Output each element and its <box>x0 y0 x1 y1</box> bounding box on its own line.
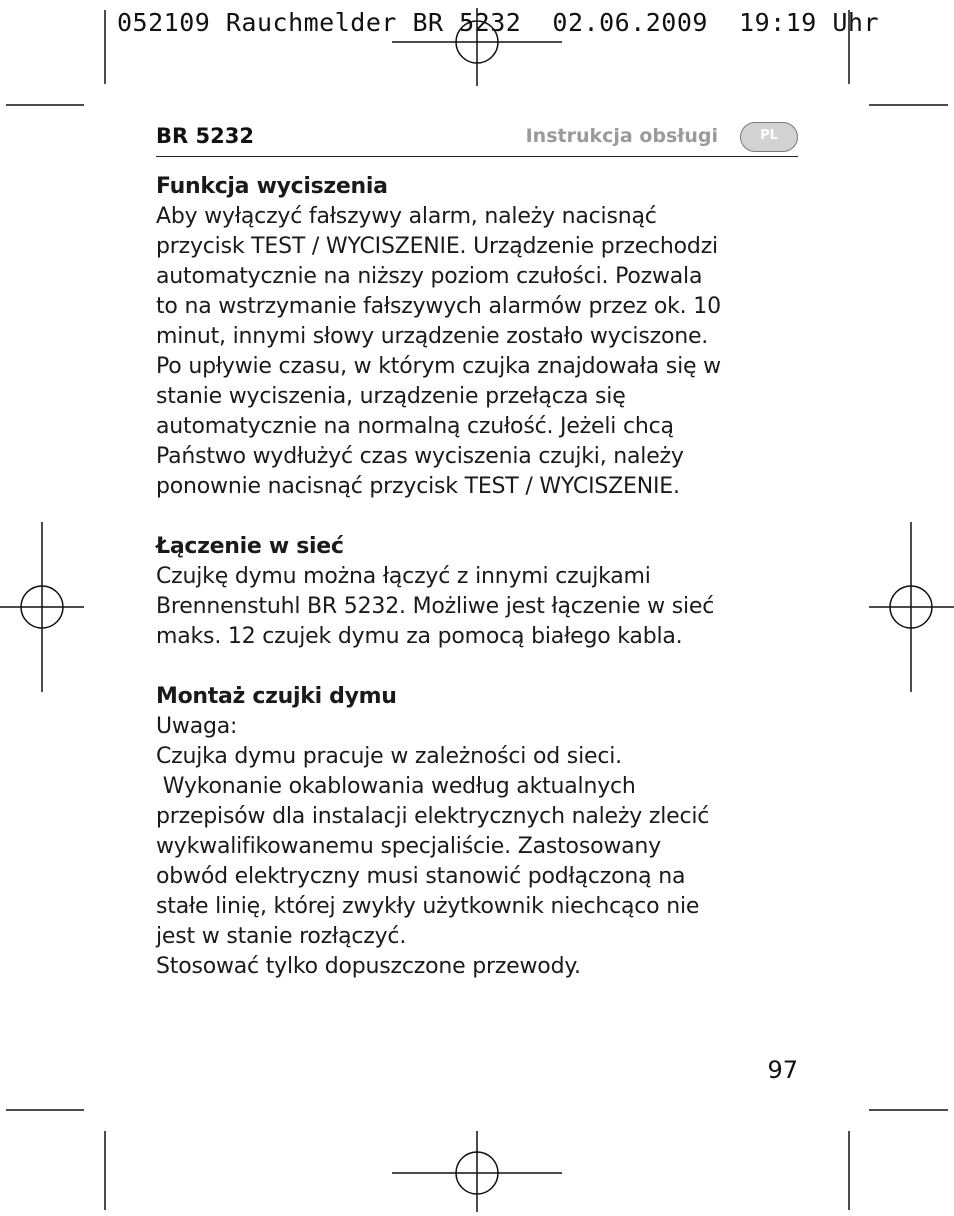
language-badge <box>740 122 798 152</box>
registration-mark-top <box>392 8 562 86</box>
text-line: minut, innymi słowy urządzenie zostało wyciszone. <box>156 324 709 349</box>
section-title: Funkcja wyciszenia <box>156 174 388 199</box>
text-line: Po upływie czasu, w którym czujka znajdowała się w <box>156 354 721 379</box>
text-line: przycisk TEST / WYCISZENIE. Urządzenie przechodzi <box>156 234 718 259</box>
text-line: Czujka dymu pracuje w zależności od sieci. <box>156 744 622 769</box>
document-type: Instrukcja obsługi <box>525 125 718 147</box>
text-line: przepisów dla instalacji elektrycznych należy zlecić <box>156 804 710 829</box>
text-line: jest w stanie rozłączyć. <box>156 924 407 949</box>
text-line: maks. 12 czujek dymu za pomocą białego kabla. <box>156 624 683 649</box>
section-installation <box>156 682 806 982</box>
model-name: BR 5232 <box>156 124 254 148</box>
registration-mark-bottom <box>392 1131 562 1212</box>
text-line: automatycznie na normalną czułość. Jeżeli chcą <box>156 414 674 439</box>
print-slug: 052109 Rauchmelder BR 5232 02.06.2009 19:19 Uhr <box>117 8 880 37</box>
text-line: automatycznie na niższy poziom czułości. Pozwala <box>156 264 703 289</box>
text-line: ponownie nacisnąć przycisk TEST / WYCISZENIE. <box>156 474 680 499</box>
page-content <box>156 172 806 1012</box>
section-networking <box>156 532 806 652</box>
section-title: Łączenie w sieć <box>156 534 344 559</box>
text-line: obwód elektryczny musi stanowić podłączoną na <box>156 864 686 889</box>
text-line: Uwaga: <box>156 714 238 739</box>
page-number: 97 <box>767 1056 798 1084</box>
text-line: Państwo wydłużyć czas wyciszenia czujki, należy <box>156 444 684 469</box>
language-code: PL <box>760 128 778 143</box>
section-silence-function <box>156 172 806 502</box>
text-line: Brennenstuhl BR 5232. Możliwe jest łączenie w sieć <box>156 594 715 619</box>
text-line: Aby wyłączyć fałszywy alarm, należy nacisnąć <box>156 204 657 229</box>
section-title: Montaż czujki dymu <box>156 684 397 709</box>
text-line: Czujkę dymu można łączyć z innymi czujkami <box>156 564 651 589</box>
text-line: to na wstrzymanie fałszywych alarmów przez ok. 10 <box>156 294 721 319</box>
text-line: stanie wyciszenia, urządzenie przełącza się <box>156 384 626 409</box>
text-line: stałe linię, której zwykły użytkownik niechcąco nie <box>156 894 700 919</box>
text-line: Wykonanie okablowania według aktualnych <box>156 774 636 799</box>
registration-mark-right <box>869 522 954 692</box>
text-line: Stosować tylko dopuszczone przewody. <box>156 954 581 979</box>
registration-mark-left <box>0 522 84 692</box>
page-header <box>156 120 798 157</box>
text-line: wykwalifikowanemu specjaliście. Zastosowany <box>156 834 661 859</box>
